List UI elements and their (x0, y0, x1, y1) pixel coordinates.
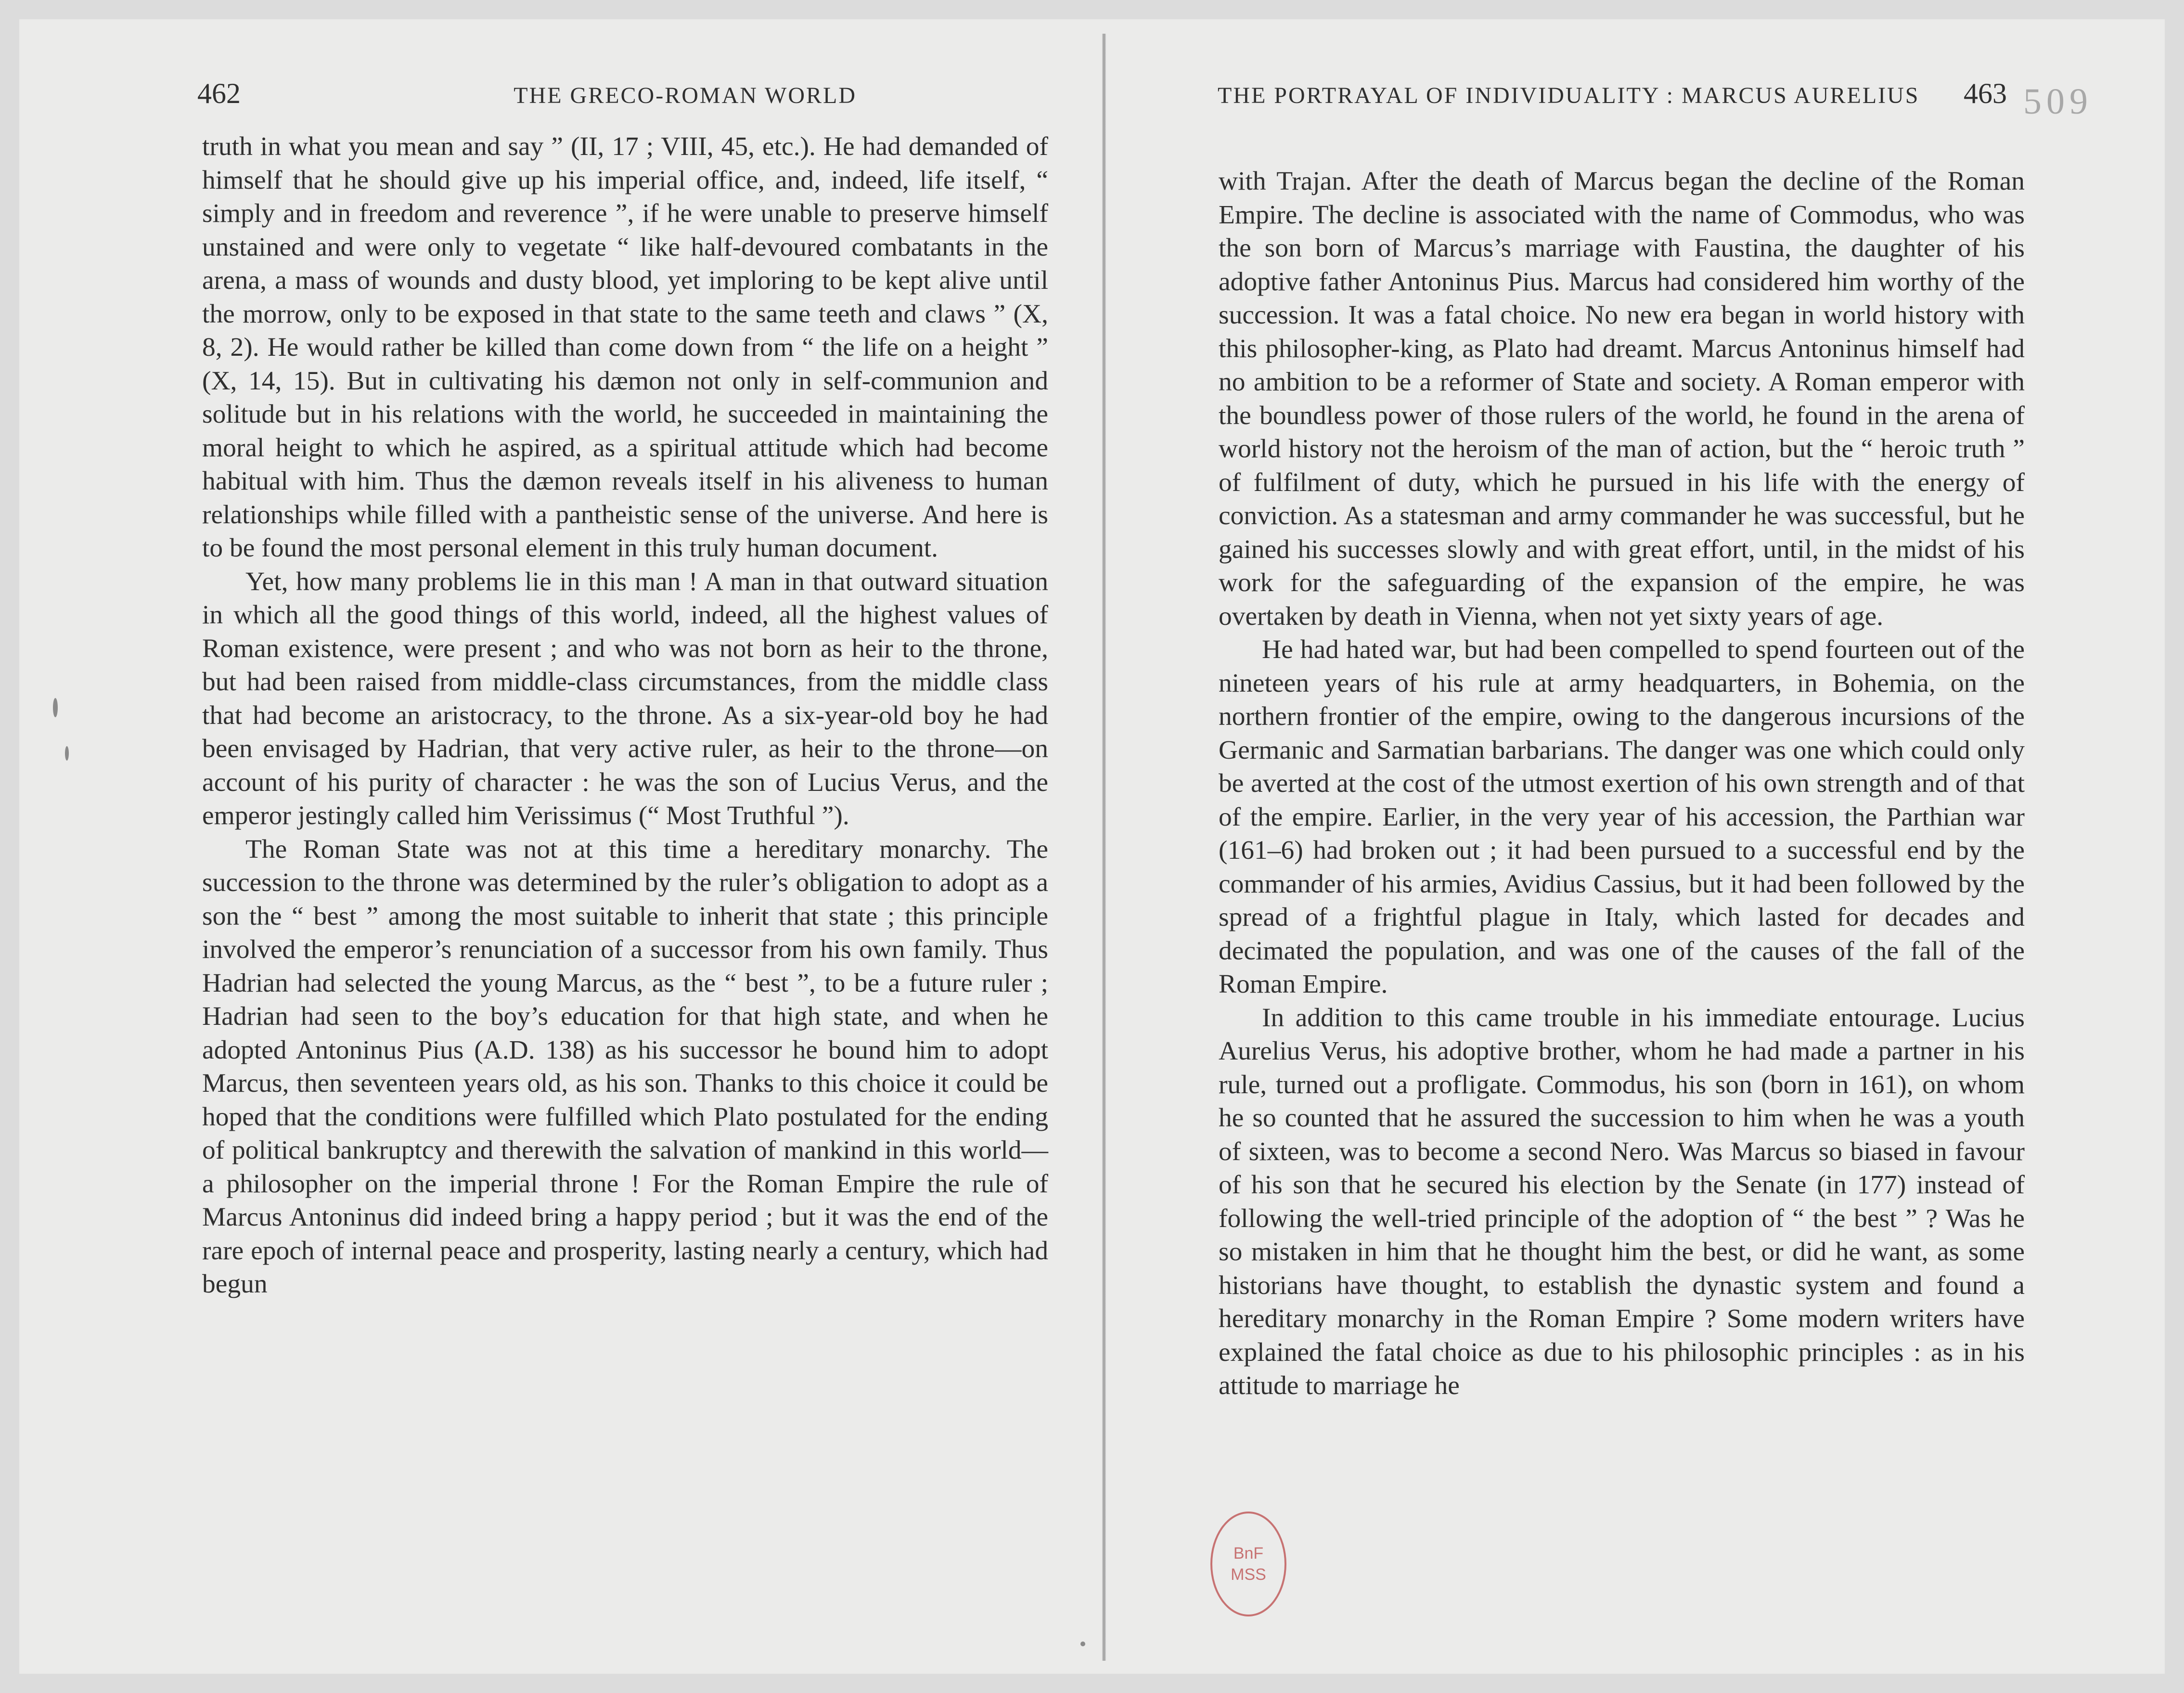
right-running-title: THE PORTRAYAL OF INDIVIDUALITY : MARCUS AURELIUS (1218, 83, 1920, 108)
library-stamp (1210, 1512, 1286, 1616)
right-paragraph-2: He had hated war, but had been compelled to spend fourteen out of the nineteen years of his rule at army headquarters, in Bohemia, on the northern frontier of the empire, owing to the dangerous incursions of the Germanic and Sarmatian barbarians. The danger was one which could only be averted at the cost of the utmost exertion of his own strength and of that of the empire. Earlier, in the very year of his accession, the Parthian war (161–6) had broken out ; it had been pursued to a successful end by the commander of his armies, Avidius Cassius, but it had been followed by the spread of a frightful plague in Italy, which lasted for decades and decimated the population, and was one of the causes of the fall of the Roman Empire. (1219, 635, 2025, 999)
right-paragraph-1: with Trajan. After the death of Marcus began the decline of the Roman Empire. The decline is associated with the name of Commodus, who was the son born of Marcus’s marriage with Faustina, the daughter of his adoptive father Antoninus Pius. Marcus had considered him worthy of the succession. It was a fatal choice. No new era began in world history with this philosopher-king, as Plato had dreamt. Marcus Antoninus himself had no ambition to be a reformer of State and society. A Roman emperor with the boundless power of those rulers of the world, he found in the arena of world history not the heroism of the man of action, but the “ heroic truth ” of fulfilment of duty, which he pursued in his life with the energy of conviction. As a statesman and army commander he was successful, but he gained his successes slowly and with great effort, until, in the midst of his work for the safeguarding of the expansion of the empire, he was overtaken by death in Vienna, when not yet sixty years of age. (1219, 167, 2025, 631)
book-gutter (1102, 34, 1106, 1661)
archive-folio-number: 509 (2023, 81, 2093, 122)
left-running-title: THE GRECO-ROMAN WORLD (514, 83, 857, 108)
right-body-text (1219, 165, 2025, 1403)
stamp-line-1: BnF (1233, 1544, 1264, 1563)
right-page (1107, 19, 2165, 1674)
stamp-line-2: MSS (1231, 1565, 1266, 1584)
left-paragraph-1: truth in what you mean and say ” (II, 17 ; VIII, 45, etc.). He had demanded of himself that he should give up his imperial office, and, indeed, life itself, “ simply and in freedom and reverence ”, if he were unable to preserve himself unstained and were only to vegetate “ like half-devoured combatants in the arena, a mass of wounds and dusty blood, yet imploring to be kept alive until the morrow, only to be exposed in that state to the same teeth and claws ” (X, 8, 2). He would rather be killed than come down from “ the life on a height ” (X, 14, 15). But in cultivating his dæmon not only in self-communion and solitude but in his relations with the world, he succeeded in maintaining the moral height to which he aspired, as a spiritual attitude which had become habitual with him. Thus the dæmon reveals itself in his aliveness to human relationships while filled with a pantheistic sense of the universe. And here is to be found the most personal element in this truly human document. (202, 132, 1048, 563)
left-body-text (202, 130, 1048, 1301)
scan-speck (53, 698, 58, 717)
left-paragraph-2: Yet, how many problems lie in this man ! A man in that outward situation in which all the good things of this world, indeed, all the highest values of Roman existence, were present ; and who was not born as heir to the throne, but had been raised from middle-class circumstances, from the middle class that had become an aristocracy, to the throne. As a six-year-old boy he had been envisaged by Hadrian, that very active ruler, as heir to the throne—on account of his purity of character : he was the son of Lucius Verus, and the emperor jestingly called him Verissimus (“ Most Truthful ”). (202, 567, 1048, 830)
right-running-head (1218, 77, 2007, 120)
left-running-head (197, 77, 1030, 120)
scan-speck (1080, 1641, 1085, 1646)
left-paragraph-3: The Roman State was not at this time a hereditary monarchy. The succession to the throne was determined by the ruler’s obligation to adopt as a son the “ best ” among the most suitable to inherit that state ; this principle involved the emperor’s renunciation of a successor from his own family. Thus Hadrian had selected the young Marcus, as the “ best ”, to be a future ruler ; Hadrian had seen to the boy’s education for that high state, and when he adopted Antoninus Pius (A.D. 138) as his successor he bound him to adopt Marcus, then seventeen years old, as his son. Thanks to this choice it could be hoped that the conditions were fulfilled which Plato postulated for the ending of political bankruptcy and therewith the salvation of mankind in this world—a philosopher on the imperial throne ! For the Roman Empire the rule of Marcus Antoninus did indeed bring a happy period ; but it was the end of the rare epoch of internal peace and prosperity, lasting nearly a century, which had begun (202, 834, 1048, 1299)
left-folio: 462 (197, 78, 241, 109)
scan-speck (65, 746, 69, 761)
scanned-sheet (19, 19, 2165, 1674)
right-paragraph-3: In addition to this came trouble in his immediate entourage. Lucius Aurelius Verus, his adoptive brother, whom he had made a partner in his rule, turned out a profligate. Commodus, his son (born in 161), on whom he so counted that he assured the succession to him when he was a youth of sixteen, was to become a second Nero. Was Marcus so biased in favour of his son that he secured his election by the Senate (in 177) instead of following the well-tried principle of the adoption of “ the best ” ? Was he so mistaken in him that he thought him the best, or did he want, as some historians have thought, to establish the dynastic system and found a hereditary monarchy in the Roman Empire ? Some modern writers have explained the fatal choice as due to his philosophic principles : as in his attitude to marriage he (1219, 1003, 2025, 1400)
right-folio: 463 (1964, 78, 2007, 109)
left-page (19, 19, 1102, 1674)
